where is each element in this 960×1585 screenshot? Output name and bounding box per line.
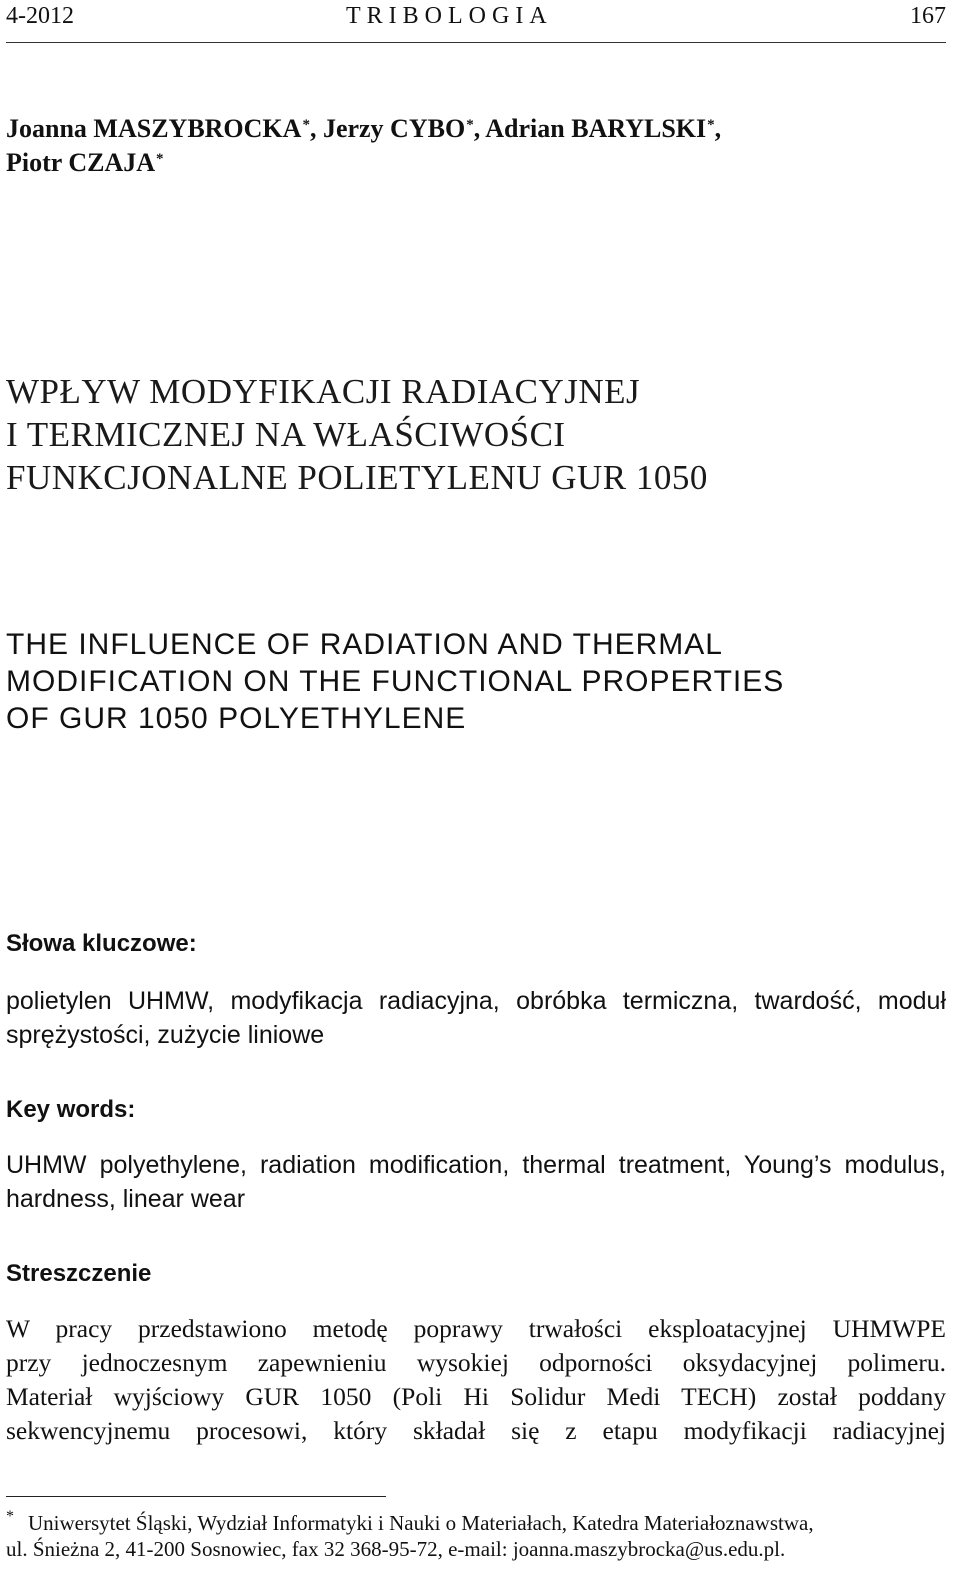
author-line-1 (6, 112, 946, 146)
abstract-heading: Streszczenie (6, 1260, 152, 1287)
keywords-polish-text: polietylen UHMW, modyfikacja radiacyjna, obróbka termiczna, twardość, moduł sprężystości, zużycie liniowe (6, 987, 946, 1049)
page-number: 167 (910, 3, 946, 29)
title-polish-line: FUNKCJONALNE POLIETYLENU GUR 1050 (6, 458, 708, 497)
affiliation-mark: * (466, 117, 474, 133)
title-english-line: OF GUR 1050 POLYETHYLENE (6, 702, 467, 735)
footnote-line: ul. Śnieżna 2, 41-200 Sosnowiec, fax 32 368-95-72, e-mail: joanna.maszybrocka@us.edu.pl. (6, 1537, 786, 1561)
abstract-line: Materiał wyjściowy GUR 1050 (Poli Hi Solidur Medi TECH) został poddany (6, 1382, 946, 1411)
keywords-english-heading: Key words: (6, 1096, 136, 1123)
affiliation-mark: * (707, 117, 715, 133)
footnote-mark: * (6, 1508, 14, 1525)
abstract-body (6, 1312, 946, 1448)
title-polish-line: I TERMICZNEJ NA WŁAŚCIWOŚCI (6, 415, 566, 454)
title-english-line: MODIFICATION ON THE FUNCTIONAL PROPERTIES (6, 665, 785, 698)
author-name: Jerzy CYBO (322, 114, 466, 143)
affiliation-mark: * (302, 117, 310, 133)
title-english-line: THE INFLUENCE OF RADIATION AND THERMAL (6, 628, 723, 661)
author-name: Joanna MASZYBROCKA (6, 114, 302, 143)
title-english (6, 626, 946, 737)
footnote-divider (6, 1496, 386, 1497)
abstract-line: sekwencyjnemu procesowi, który składał się z etapu modyfikacji radiacyjnej (6, 1416, 946, 1445)
affiliation-mark: * (156, 151, 164, 167)
affiliation-footnote (6, 1510, 951, 1562)
abstract-line: W pracy przedstawiono metodę poprawy trwałości eksploatacyjnej UHMWPE (6, 1314, 946, 1343)
article-page (6, 0, 954, 1585)
title-polish-line: WPŁYW MODYFIKACJI RADIACYJNEJ (6, 372, 641, 411)
author-separator: , (473, 114, 486, 143)
author-line-2 (6, 146, 946, 180)
abstract-line: przy jednoczesnym zapewnieniu wysokiej odporności oksydacyjnej polimeru. (6, 1348, 946, 1377)
keywords-polish-heading: Słowa kluczowe: (6, 930, 197, 957)
author-separator: , (309, 114, 323, 143)
issue-number: 4-2012 (6, 3, 74, 29)
title-polish (6, 370, 946, 499)
journal-name: TRIBOLOGIA (346, 3, 553, 29)
keywords-english-text: UHMW polyethylene, radiation modification, thermal treatment, Young’s modulus, hardness, linear wear (6, 1151, 946, 1213)
footnote-line: Uniwersytet Śląski, Wydział Informatyki i Nauki o Materiałach, Katedra Materiałoznawstwa, (28, 1511, 814, 1535)
author-list (6, 112, 946, 180)
author-name: Piotr CZAJA (6, 148, 156, 177)
author-separator: , (714, 114, 722, 143)
author-name: Adrian BARYLSKI (485, 114, 707, 143)
running-header (6, 0, 946, 43)
